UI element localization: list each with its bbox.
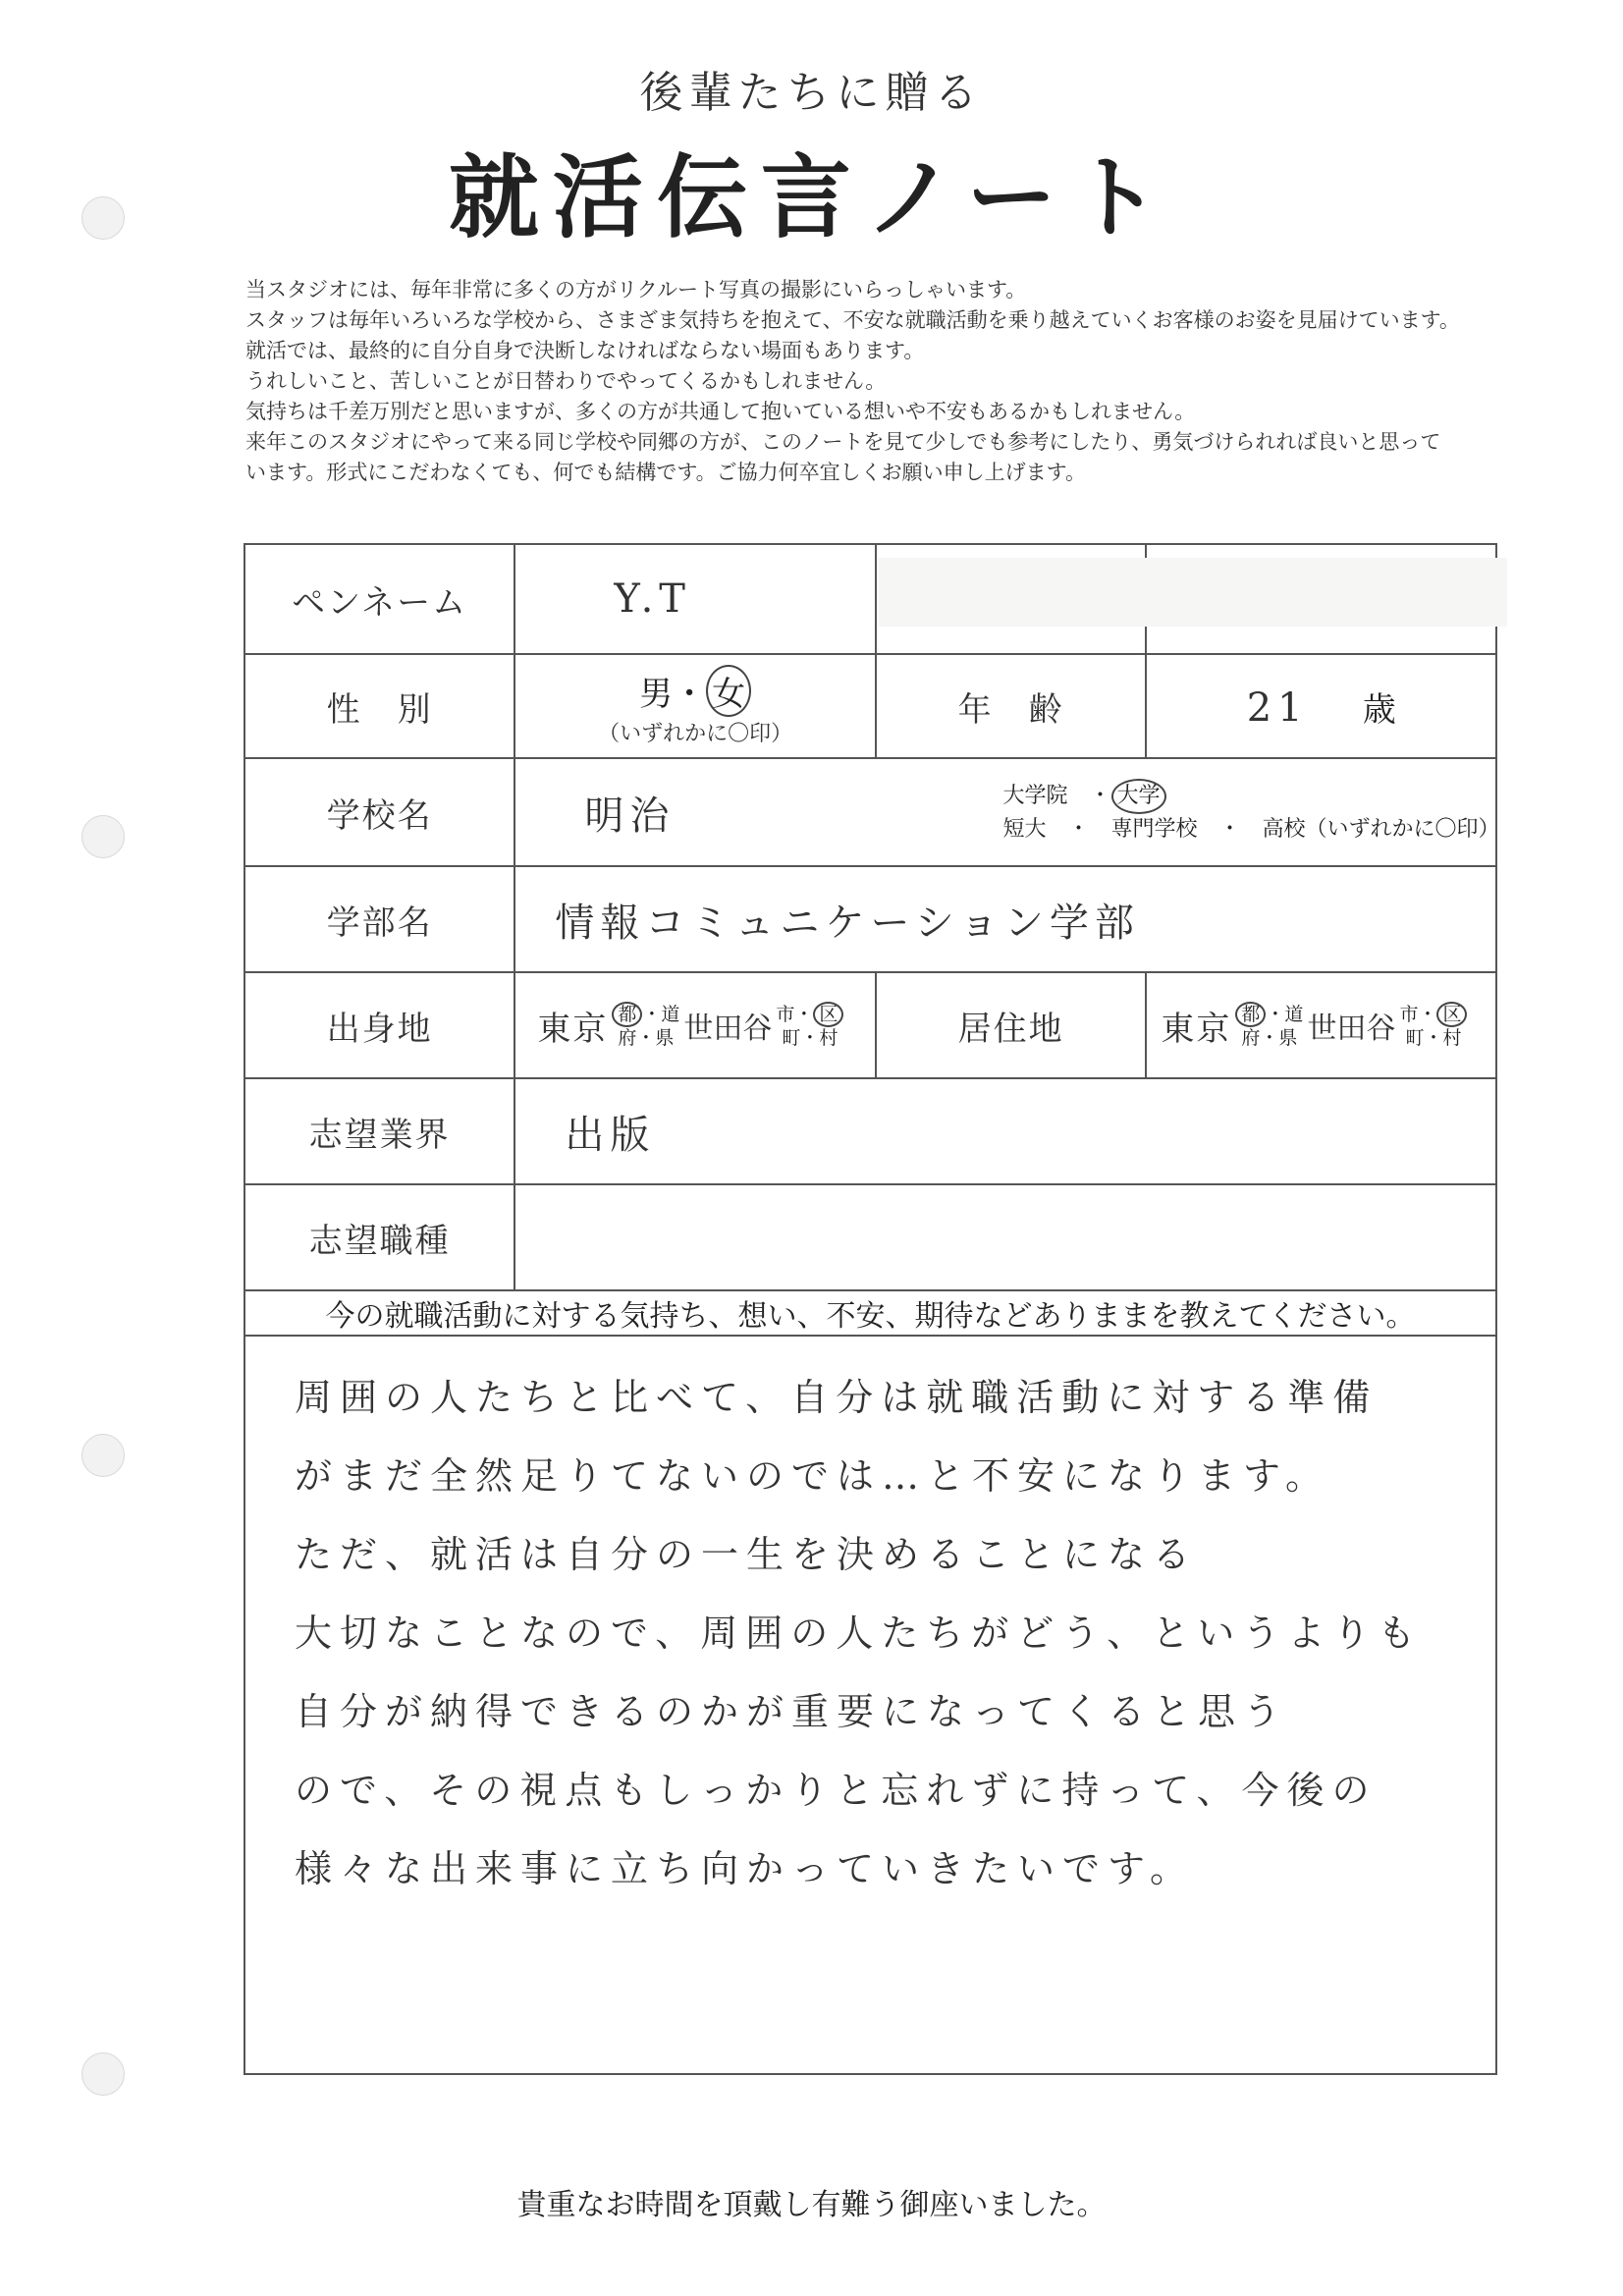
essay-line: 周囲の人たちと比べて、自分は就職活動に対する準備: [295, 1376, 1379, 1419]
essay-answer: [244, 1336, 1496, 2074]
industry-label: 志望業界: [244, 1078, 514, 1184]
intro-line: 就活では、最終的に自分自身で決断しなければならない場面もあります。: [245, 339, 925, 362]
residence-field: [1146, 972, 1496, 1078]
prefecture-type: [1235, 1002, 1303, 1049]
essay-line: 大切なことなので、周囲の人たちがどう、というよりも: [295, 1612, 1424, 1655]
punch-hole-4: [81, 2052, 125, 2096]
school-field: [514, 758, 1500, 866]
city-type: [776, 1002, 843, 1049]
intro-line: 当スタジオには、毎年非常に多くの方がリクルート写真の撮影にいらっしゃいます。: [245, 278, 1027, 301]
footer-thanks: 貴重なお時間を頂戴し有難う御座いました。: [516, 2188, 1107, 2222]
hometown-prefecture: 東京: [537, 1009, 609, 1049]
punch-hole-2: [81, 815, 125, 858]
age-unit: 歳: [1362, 689, 1396, 730]
punch-hole-3: [81, 1434, 125, 1477]
school-value: 明治: [584, 793, 676, 839]
intro-line: 気持ちは千差万別だと思いますが、多くの方が共通して抱いている想いや不安もあるかもしれません。: [245, 400, 1196, 423]
city-type: [1399, 1002, 1467, 1049]
job-label: 志望職種: [244, 1184, 514, 1290]
job-value: [514, 1184, 1496, 1290]
pref-fu-ken: 府・県: [1241, 1027, 1298, 1049]
intro-line: うれしいこと、苦しいことが日替わりでやってくるかもしれません。: [245, 369, 887, 393]
pen-name-label: ペンネーム: [244, 544, 514, 654]
essay-line: 様々な出来事に立ち向かっていきたいです。: [295, 1847, 1195, 1890]
pref-do: ・道: [642, 1004, 680, 1025]
essay-line: ので、その視点もしっかりと忘れずに持って、今後の: [295, 1769, 1378, 1812]
hometown-city: 世田谷: [683, 1011, 773, 1046]
school-type-grad: 大学院 ・: [1002, 784, 1111, 808]
city-ku-circled: 区: [1436, 1002, 1467, 1027]
intro-line: 来年このスタジオにやって来る同じ学校や同郷の方が、このノートを見て少しでも参考にしたり、勇気づけられれば良いと思って: [245, 430, 1441, 454]
residence-label: 居住地: [876, 972, 1147, 1078]
pen-name-value: Y.T: [514, 544, 876, 654]
hometown-field: [514, 972, 876, 1078]
gender-separator: ・: [673, 675, 707, 714]
residence-prefecture: 東京: [1161, 1009, 1232, 1049]
faculty-label: 学部名: [244, 866, 514, 972]
hometown-label: 出身地: [244, 972, 514, 1078]
essay-question: 今の就職活動に対する気持ち、想い、不安、期待などありままを教えてください。: [244, 1290, 1496, 1336]
school-type: [1002, 779, 1500, 846]
page-title: 就活伝言ノート: [448, 145, 1175, 250]
redacted-area: [879, 558, 1507, 627]
residence-city: 世田谷: [1307, 1011, 1396, 1046]
school-label: 学校名: [244, 758, 514, 866]
faculty-value: 情報コミュニケーション学部: [514, 866, 1496, 972]
city-machi-mura: 町・村: [782, 1027, 839, 1049]
gender-field: [514, 654, 876, 758]
pref-to-circled: 都: [612, 1002, 642, 1027]
essay-line: 自分が納得できるのかが重要になってくると思う: [295, 1690, 1289, 1733]
intro-line: スタッフは毎年いろいろな学校から、さまざま気持ちを抱えて、不安な就職活動を乗り越えていくお客様のお姿を見届けています。: [245, 308, 1460, 332]
pref-do: ・道: [1266, 1004, 1304, 1025]
essay-line: がまだ全然足りてないのでは…と不安になります。: [295, 1454, 1330, 1498]
gender-female-circled: 女: [706, 665, 751, 717]
pref-to-circled: 都: [1235, 1002, 1266, 1027]
school-type-university-circled: 大学: [1111, 779, 1166, 814]
city-shi: 市・: [1399, 1004, 1437, 1025]
industry-value: 出版: [514, 1078, 1496, 1184]
prefecture-type: [612, 1002, 679, 1049]
gender-label: 性 別: [244, 654, 514, 758]
school-type-others: 短大 ・ 専門学校 ・ 高校（いずれかに〇印）: [1002, 817, 1500, 842]
gender-male: 男: [639, 675, 674, 714]
city-ku-circled: 区: [813, 1002, 843, 1027]
city-shi: 市・: [776, 1004, 814, 1025]
age-value: 21: [1246, 684, 1309, 731]
age-label: 年 齢: [876, 654, 1147, 758]
profile-form: [243, 543, 1500, 2075]
pref-fu-ken: 府・県: [618, 1027, 675, 1049]
page-subtitle: 後輩たちに贈る: [639, 68, 984, 118]
essay-line: ただ、就活は自分の一生を決めることになる: [295, 1533, 1199, 1576]
gender-note: （いずれかに〇印）: [598, 722, 793, 746]
city-machi-mura: 町・村: [1405, 1027, 1462, 1049]
age-field: [1146, 654, 1496, 758]
intro-line: います。形式にこだわなくても、何でも結構です。ご協力何卒宜しくお願い申し上げます。: [245, 461, 1086, 484]
intro-text: [245, 275, 1591, 488]
